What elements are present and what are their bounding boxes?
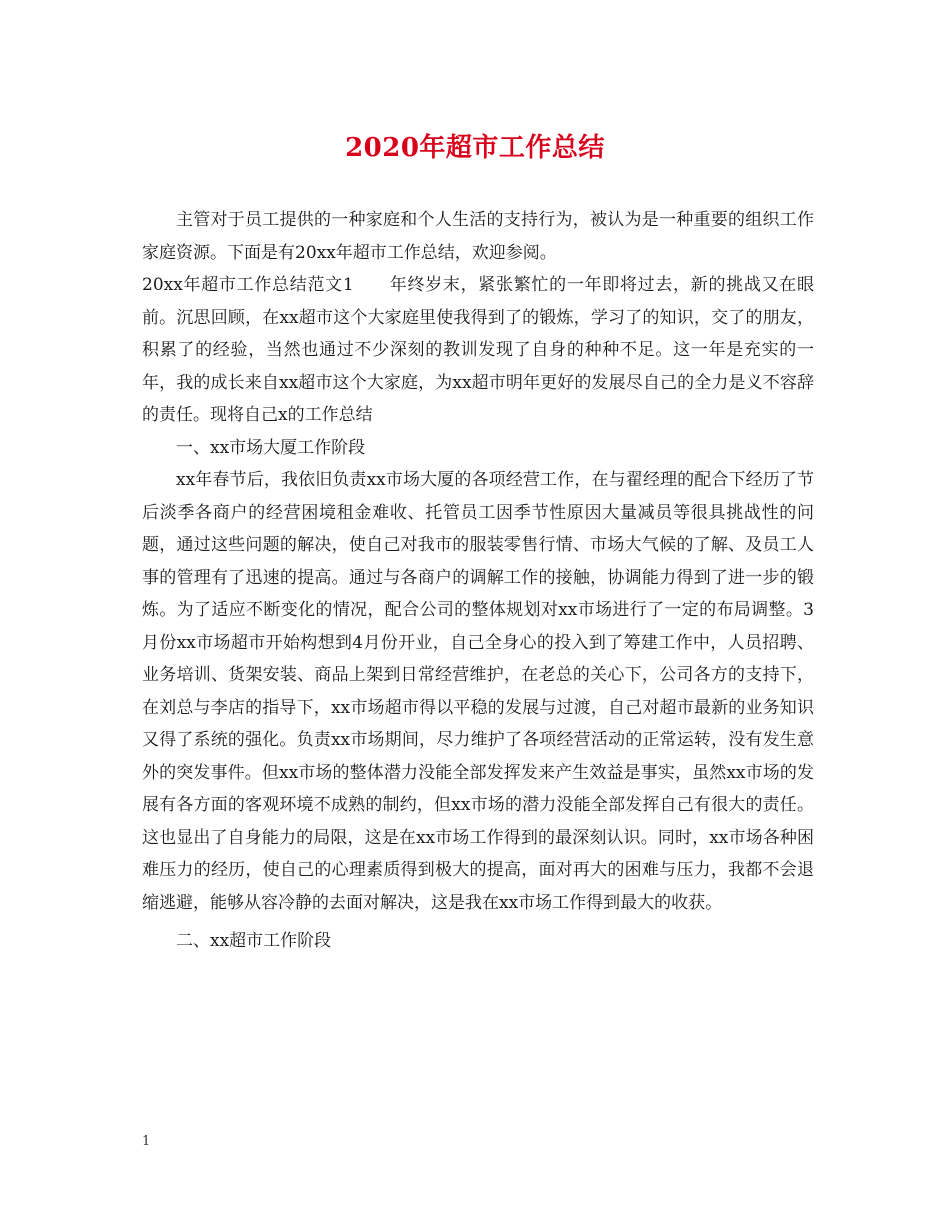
document-body <box>142 204 814 958</box>
page-number: 1 <box>142 1134 151 1149</box>
section-intro-paragraph: 20xx年超市工作总结范文1 年终岁末，紧张繁忙的一年即将过去，新的挑战又在眼前。沉思回顾，在xx超市这个大家庭里使我得到了的锻炼，学习了的知识，交了的朋友，积累了的经验，当然也通过不少深刻的教训发现了自身的种种不足。这一年是充实的一年，我的成长来自xx超市这个大家庭，为xx超市明年更好的发展尽自己的全力是义不容辞的责任。现将自己x的工作总结 <box>142 275 814 425</box>
document-title: 2020年超市工作总结 <box>345 133 605 163</box>
section-one-paragraph: xx年春节后，我依旧负责xx市场大厦的各项经营工作，在与翟经理的配合下经历了节后淡季各商户的经营困境租金难收、托管员工因季节性原因大量减员等很具挑战性的问题，通过这些问题的解决，使自己对我市的服装零售行情、市场大气候的了解、及员工人事的管理有了迅速的提高。通过与各商户的调解工作的接触，协调能力得到了进一步的锻炼。为了适应不断变化的情况，配合公司的整体规划对xx市场进行了一定的布局调整。3月份xx市场超市开始构想到4月份开业，自己全身心的投入到了筹建工作中，人员招聘、业务培训、货架安装、商品上架到日常经营维护，在老总的关心下，公司各方的支持下，在刘总与李店的指导下，xx市场超市得以平稳的发展与过渡，自己对超市最新的业务知识又得了系统的强化。负责xx市场期间，尽力维护了各项经营活动的正常运转，没有发生意外的突发事件。但xx市场的整体潜力没能全部发挥发来产生效益是事实，虽然xx市场的发展有各方面的客观环境不成熟的制约，但xx市场的潜力没能全部发挥自己有很大的责任。这也显出了自身能力的局限，这是在xx市场工作得到的最深刻认识。同时，xx市场各种困难压力的经历，使自己的心理素质得到极大的提高，面对再大的困难与压力，我都不会退缩逃避，能够从容冷静的去面对解决，这是我在xx市场工作得到最大的收获。 <box>142 470 814 913</box>
heading-section-two: 二、xx超市工作阶段 <box>176 931 332 951</box>
intro-paragraph: 主管对于员工提供的一种家庭和个人生活的支持行为，被认为是一种重要的组织工作家庭资源。下面是有20xx年超市工作总结，欢迎参阅。 <box>142 210 814 263</box>
heading-section-one: 一、xx市场大厦工作阶段 <box>176 437 366 458</box>
